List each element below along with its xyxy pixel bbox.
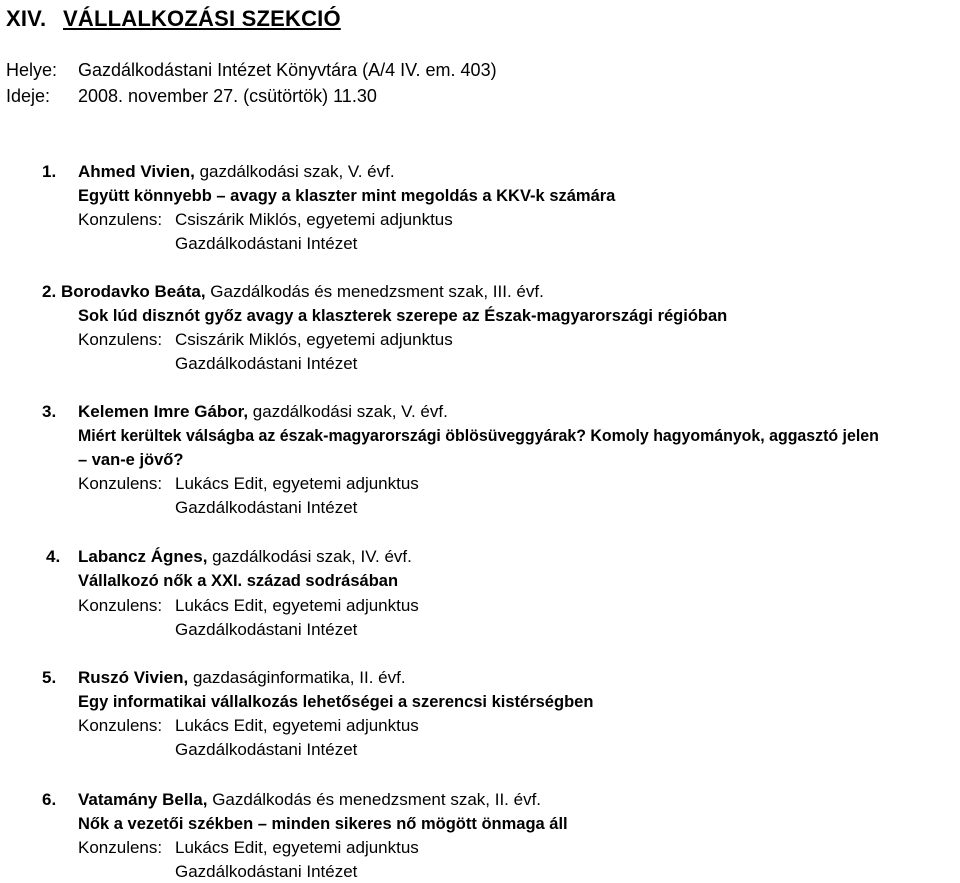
presenter-program: gazdaságinformatika, II. évf. [188, 668, 406, 687]
presenter-name: Labancz Ágnes, [78, 547, 208, 566]
consultant-label: Konzulens: [78, 330, 163, 349]
consultant-row [78, 330, 453, 350]
consultant-label: Konzulens: [78, 474, 163, 493]
section-number: XIV. [6, 6, 47, 31]
presenter-program: Gazdálkodás és menedzsment szak, III. évf. [205, 282, 544, 301]
entry-presenter [78, 668, 406, 688]
presenter-program: gazdálkodási szak, IV. évf. [207, 547, 412, 566]
entry-number: 2. [42, 282, 57, 301]
consultant-row [78, 596, 419, 616]
entry-number: 6. [42, 790, 57, 809]
presenter-name: Borodavko Beáta, [61, 282, 206, 301]
thesis-title: Együtt könnyebb – avagy a klaszter mint megoldás a KKV-k számára [78, 187, 616, 205]
consultant-row [78, 716, 419, 736]
thesis-title: Sok lúd disznót győz avagy a klaszterek szerepe az Észak-magyarországi régióban [78, 307, 728, 325]
consultant-row [78, 210, 453, 230]
entry-presenter [78, 402, 448, 422]
consultant-name: Lukács Edit, egyetemi adjunktus [175, 596, 419, 615]
institute: Gazdálkodástani Intézet [175, 234, 358, 253]
consultant-name: Lukács Edit, egyetemi adjunktus [175, 716, 419, 735]
thesis-title: Miért kerültek válságba az észak-magyarországi öblösüveggyárak? Komoly hagyományok, aggasztó jelen [78, 427, 879, 445]
section-name: VÁLLALKOZÁSI SZEKCIÓ [63, 6, 341, 31]
time-row [6, 86, 377, 107]
presenter-program: gazdálkodási szak, V. évf. [194, 162, 395, 181]
institute: Gazdálkodástani Intézet [175, 354, 358, 373]
consultant-row [78, 474, 419, 494]
consultant-name: Lukács Edit, egyetemi adjunktus [175, 474, 419, 493]
consultant-row [78, 838, 419, 858]
institute: Gazdálkodástani Intézet [175, 740, 358, 759]
place-label: Helye: [6, 60, 58, 80]
entry-number: 4. [46, 547, 61, 566]
entry-number: 3. [42, 402, 57, 421]
consultant-label: Konzulens: [78, 210, 163, 229]
presenter-name: Ruszó Vivien, [78, 668, 189, 687]
institute: Gazdálkodástani Intézet [175, 498, 358, 517]
entry-number: 5. [42, 668, 57, 687]
consultant-name: Csiszárik Miklós, egyetemi adjunktus [175, 210, 453, 229]
entry-presenter [61, 282, 544, 302]
presenter-program: Gazdálkodás és menedzsment szak, II. évf. [207, 790, 542, 809]
presenter-program: gazdálkodási szak, V. évf. [248, 402, 448, 421]
consultant-name: Csiszárik Miklós, egyetemi adjunktus [175, 330, 453, 349]
presenter-name: Kelemen Imre Gábor, [78, 402, 249, 421]
entry-presenter [78, 790, 541, 810]
presenter-name: Ahmed Vivien, [78, 162, 195, 181]
time-value: 2008. november 27. (csütörtök) 11.30 [78, 86, 377, 106]
entry-presenter [78, 547, 412, 567]
consultant-label: Konzulens: [78, 716, 163, 735]
entry-number: 1. [42, 162, 57, 181]
thesis-title: Egy informatikai vállalkozás lehetőségei a szerencsi kistérségben [78, 693, 594, 711]
presenter-name: Vatamány Bella, [78, 790, 208, 809]
section-title [6, 6, 341, 32]
consultant-label: Konzulens: [78, 596, 163, 615]
consultant-name: Lukács Edit, egyetemi adjunktus [175, 838, 419, 857]
consultant-label: Konzulens: [78, 838, 163, 857]
time-label: Ideje: [6, 86, 51, 106]
place-value: Gazdálkodástani Intézet Könyvtára (A/4 IV. em. 403) [78, 60, 497, 80]
entry-presenter [78, 162, 395, 182]
thesis-title-continued: – van-e jövő? [78, 451, 184, 469]
place-row [6, 60, 497, 81]
institute: Gazdálkodástani Intézet [175, 620, 358, 639]
thesis-title: Nők a vezetői székben – minden sikeres nő mögött önmaga áll [78, 815, 568, 833]
thesis-title: Vállalkozó nők a XXI. század sodrásában [78, 572, 399, 590]
institute: Gazdálkodástani Intézet [175, 862, 358, 881]
